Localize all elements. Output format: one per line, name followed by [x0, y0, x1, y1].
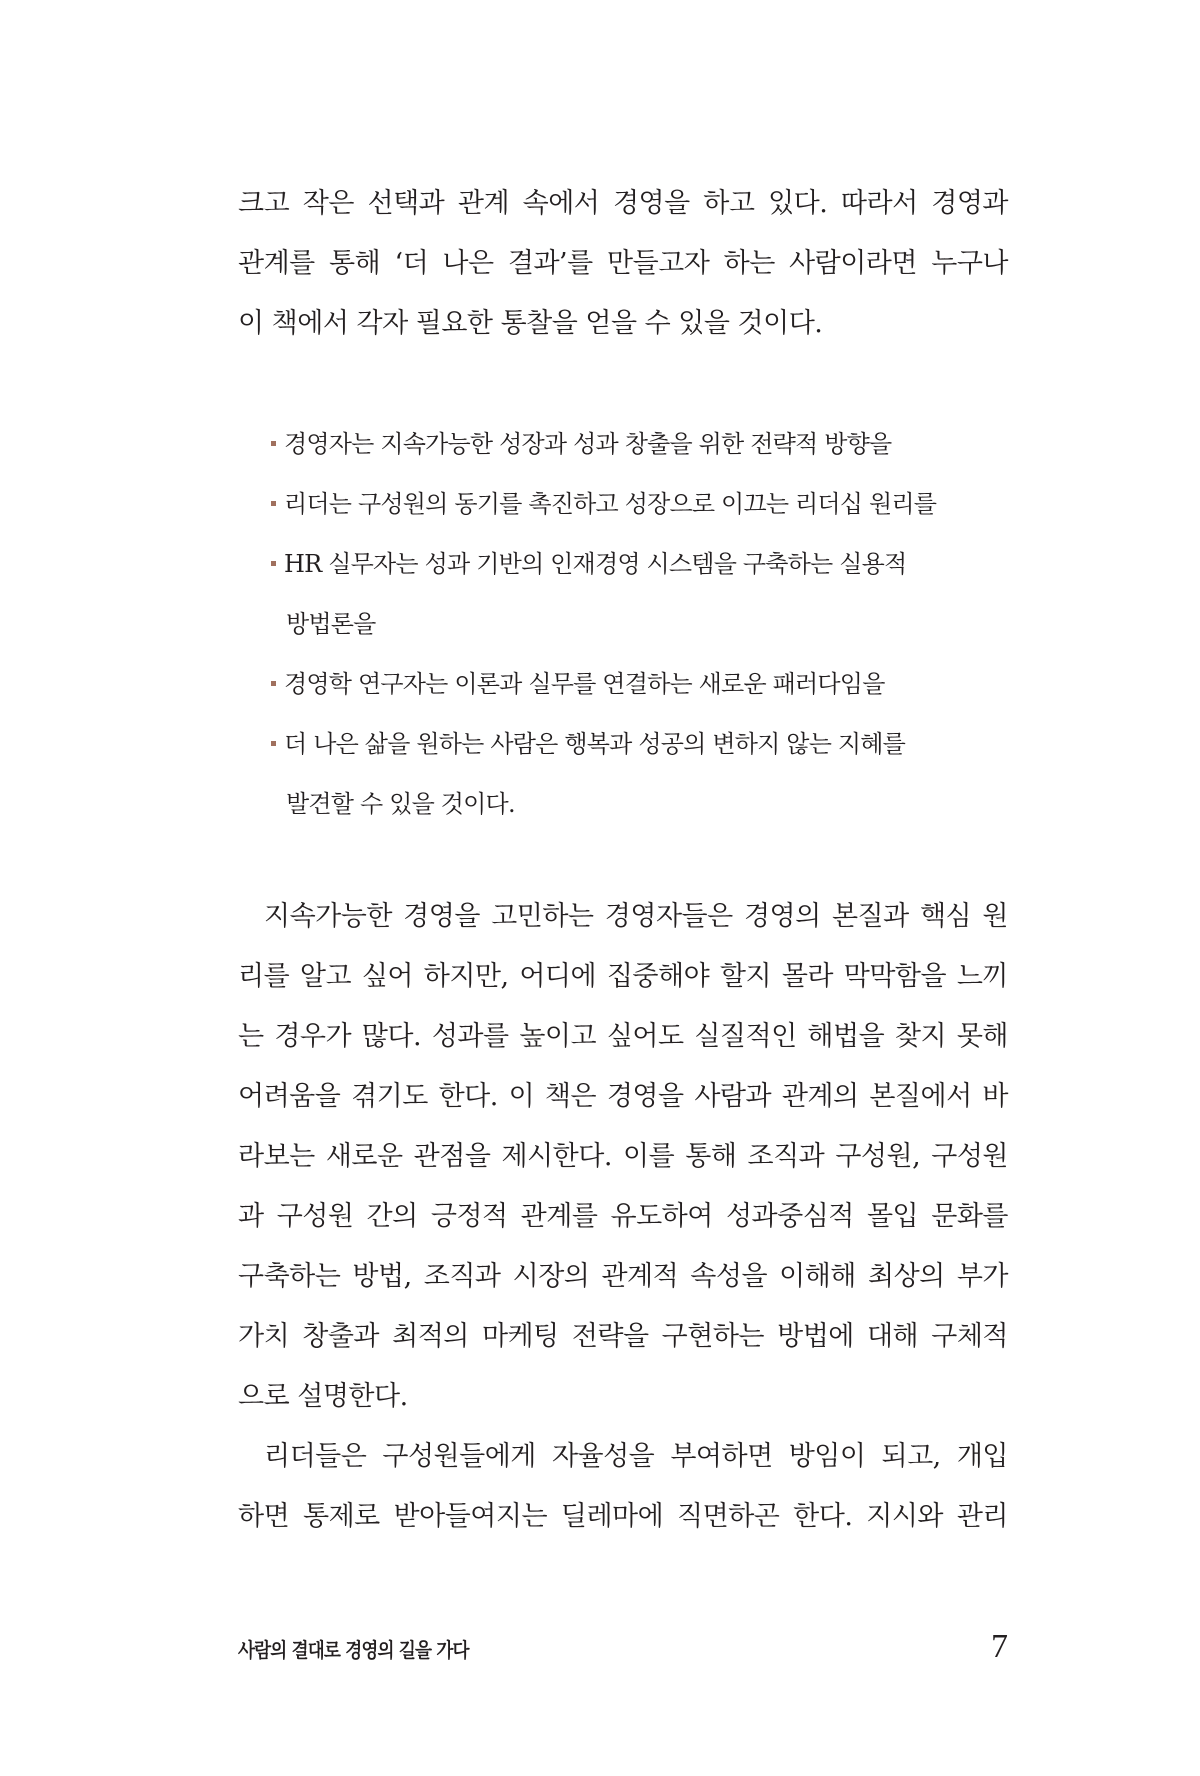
square-bullet-icon — [271, 741, 276, 746]
square-bullet-icon — [271, 681, 276, 686]
text-line: 구축하는 방법, 조직과 시장의 관계적 속성을 이해해 최상의 부가 — [238, 1261, 1008, 1292]
text-line: 라보는 새로운 관점을 제시한다. 이를 통해 조직과 구성원, 구성원 — [238, 1141, 1008, 1172]
bullet-item-researchers — [268, 666, 998, 726]
text-line: 가치 창출과 최적의 마케팅 전략을 구현하는 방법에 대해 구체적 — [238, 1321, 1008, 1352]
bullet-text-continuation: 발견할 수 있을 것이다. — [286, 790, 515, 818]
text-line: 지속가능한 경영을 고민하는 경영자들은 경영의 본질과 핵심 원 — [264, 901, 1008, 932]
bullet-item-leaders — [268, 486, 998, 546]
text-line: 과 구성원 간의 긍정적 관계를 유도하여 성과중심적 몰입 문화를 — [238, 1201, 1008, 1232]
audience-bullet-list — [268, 426, 998, 846]
bullet-text: 리더는 구성원의 동기를 촉진하고 성장으로 이끄는 리더십 원리를 — [284, 490, 937, 518]
text-line: 는 경우가 많다. 성과를 높이고 싶어도 실질적인 해법을 찾지 못해 — [238, 1021, 1008, 1052]
bullet-item-better-life — [268, 726, 998, 846]
page-footer — [238, 1628, 1008, 1672]
bullet-item-executives — [268, 426, 998, 486]
bullet-text: HR 실무자는 성과 기반의 인재경영 시스템을 구축하는 실용적 — [284, 550, 907, 578]
bullet-text-continuation: 방법론을 — [286, 610, 376, 638]
main-body-text — [238, 897, 1008, 1557]
page-number: 7 — [991, 1628, 1008, 1665]
body-paragraph-1 — [238, 897, 1008, 1437]
text-line: 리를 알고 싶어 하지만, 어디에 집중해야 할지 몰라 막막함을 느끼 — [238, 961, 1008, 992]
bullet-text: 경영학 연구자는 이론과 실무를 연결하는 새로운 패러다임을 — [284, 670, 885, 698]
text-line: 관계를 통해 ‘더 나은 결과’를 만들고자 하는 사람이라면 누구나 — [238, 248, 1008, 279]
text-line: 어려움을 겪기도 한다. 이 책은 경영을 사람과 관계의 본질에서 바 — [238, 1081, 1008, 1112]
intro-paragraph — [238, 184, 1008, 364]
text-line: 으로 설명한다. — [238, 1381, 408, 1412]
body-paragraph-2 — [238, 1437, 1008, 1557]
bullet-text: 경영자는 지속가능한 성장과 성과 창출을 위한 전략적 방향을 — [284, 430, 892, 458]
text-line: 크고 작은 선택과 관계 속에서 경영을 하고 있다. 따라서 경영과 — [238, 188, 1008, 219]
text-line: 리더들은 구성원들에게 자율성을 부여하면 방임이 되고, 개입 — [264, 1441, 1008, 1472]
bullet-item-hr-practitioners — [268, 546, 998, 666]
square-bullet-icon — [271, 561, 276, 566]
bullet-text: 더 나은 삶을 원하는 사람은 행복과 성공의 변하지 않는 지혜를 — [284, 730, 906, 758]
running-book-title: 사람의 결대로 경영의 길을 가다 — [238, 1638, 469, 1662]
text-line: 이 책에서 각자 필요한 통찰을 얻을 수 있을 것이다. — [238, 308, 823, 339]
square-bullet-icon — [271, 501, 276, 506]
text-line: 하면 통제로 받아들여지는 딜레마에 직면하곤 한다. 지시와 관리 — [238, 1501, 1008, 1532]
square-bullet-icon — [271, 441, 276, 446]
